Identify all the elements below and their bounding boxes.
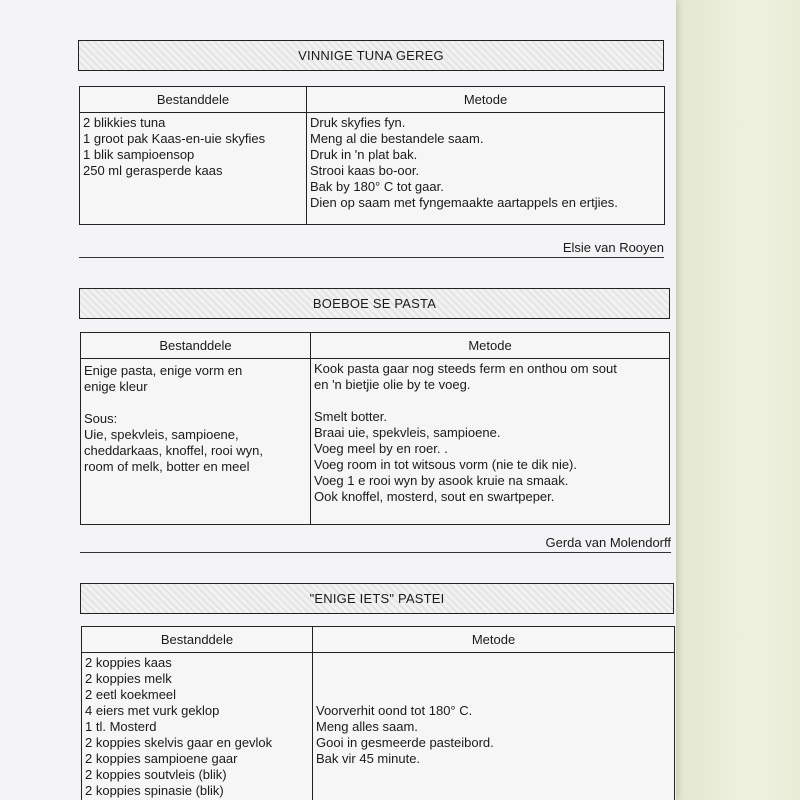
table-surface [676,0,800,800]
recipe-title: "ENIGE IETS" PASTEI [309,591,445,606]
method-steps: Voorverhit oond tot 180° C. Meng alles saam. Gooi in gesmeerde pasteibord. Bak vir 45 minute. [316,703,494,766]
ingredients-header-label: Bestanddele [159,338,232,353]
method-steps: Druk skyfies fyn. Meng al die bestandele saam. Druk in 'n plat bak. Strooi kaas bo-oor. Bak by 180° C tot gaar. Dien op saam met fyngemaakte aartappels en ertjies. [310,115,618,210]
method-header [311,333,669,359]
ingredients-list: Enige pasta, enige vorm en enige kleur Sous: Uie, spekvleis, sampioene, cheddarkaas, knoffel, rooi wyn, room of melk, botter en meel [81,359,311,524]
author-rule [80,552,671,553]
show-through-mark [90,262,93,276]
author-rule [79,257,664,258]
recipe-title-bar [78,40,664,71]
ingredients-list: 2 blikkies tuna 1 groot pak Kaas-en-uie skyfies 1 blik sampioensop 250 ml gerasperde kaas [80,113,307,224]
ingredients-header [82,627,313,653]
ingredients-header-label: Bestanddele [160,632,234,647]
recipe-author: Elsie van Rooyen [562,240,664,255]
recipe-author: Gerda van Molendorff [545,535,671,550]
ingredients-header [80,87,307,113]
ingredients-list: 2 koppies kaas 2 koppies melk 2 eetl koekmeel 4 eiers met vurk geklop 1 tl. Mosterd 2 koppies skelvis gaar en gevlok 2 koppies sampioene gaar 2 koppies soutvleis (blik) 2 koppies spinasie (blik) [82,653,313,800]
recipe-table [79,86,665,225]
recipe-title-bar [79,288,670,319]
ingredients-header-label: Bestanddele [156,92,230,107]
recipe-table [80,332,670,525]
method-header [307,87,664,113]
recipe-table [81,626,675,800]
method-header-label: Metode [471,632,516,647]
method-steps: Kook pasta gaar nog steeds ferm en onthou om sout en 'n bietjie olie by te voeg. Smelt botter. Braai uie, spekvleis, sampioene. Voeg meel by en roer. . Voeg room in tot witsous vorm (nie te dik nie). Voeg 1 e rooi wyn by asook kruie na smaak. Ook knoffel, mosterd, sout en swartpeper. [314,361,617,504]
recipe-title: VINNIGE TUNA GEREG [298,48,444,63]
recipe-title-bar [80,583,674,614]
method-header-label: Metode [468,338,512,353]
ingredients-header [81,333,311,359]
recipe-title: BOEBOE SE PASTA [312,296,437,311]
method-header [313,627,674,653]
method-header-label: Metode [463,92,508,107]
